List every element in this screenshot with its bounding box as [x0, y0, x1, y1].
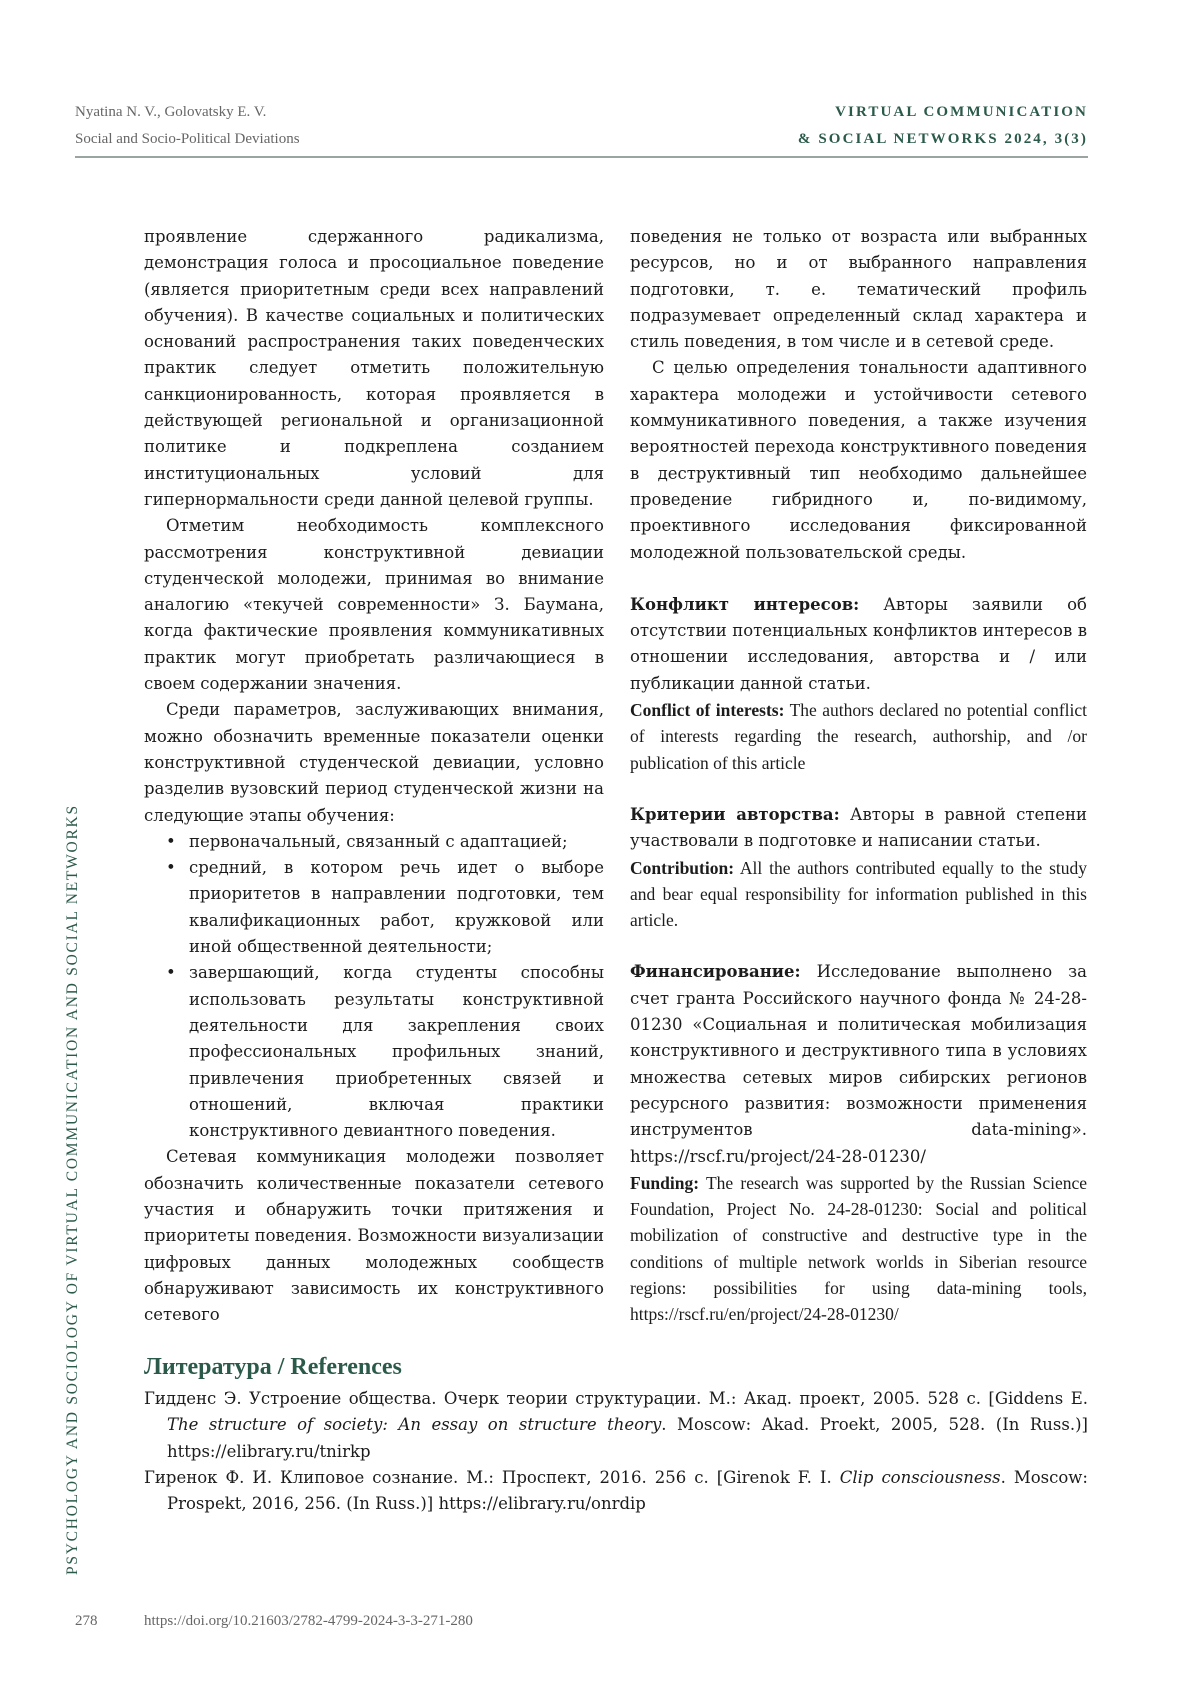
reference-item [144, 1465, 1088, 1518]
right-column [630, 224, 1087, 1328]
doi-link[interactable]: https://doi.org/10.21603/2782-4799-2024-3-3-271-280 [144, 1613, 473, 1629]
reference-title-italic: The structure of society: An essay on structure theory [167, 1415, 662, 1435]
body-paragraph: Отметим необходимость комплексного рассмотрения конструктивной девиации студенческой молодежи, принимая во внимание аналогию «текучей современности» З. Баумана, когда фактические проявления коммуникативных практик могут приобретать различающиеся в своем содержании значения. [144, 516, 604, 694]
bullet-icon: • [166, 963, 176, 983]
list-item [166, 855, 604, 960]
conflict-label-ru: Конфликт интересов: [630, 594, 860, 614]
header-article-title: Social and Socio-Political Deviations [75, 131, 300, 147]
spacer [630, 776, 1087, 802]
contribution-statement-ru [630, 802, 1087, 855]
funding-text-en: The research was supported by the Russian Science Foundation, Project No. 24-28-01230: Social and political mobilization of constructive and destructive type in the conditions of multiple network worlds in Siberian resource regions: possibilities for using data-mining tools, https://rscf.ru/en/project/24-28-01230/ [630, 1172, 1087, 1325]
running-header-left [75, 99, 300, 153]
conflict-text-en: The authors declared no potential conflict of interests regarding the research, authorship, and /or publication of this article [630, 700, 1087, 773]
page-number: 278 [75, 1613, 98, 1629]
side-journal-title: PSYCHOLOGY AND SOCIOLOGY OF VIRTUAL COMMUNICATION AND SOCIAL NETWORKS [64, 804, 81, 1575]
journal-name-line1: VIRTUAL COMMUNICATION [835, 104, 1088, 120]
funding-statement-ru [630, 959, 1087, 1169]
contribution-text-en: All the authors contributed equally to the study and bear equal responsibility for information published in this article. [630, 857, 1087, 931]
body-paragraph: С целью определения тональности адаптивного характера молодежи и устойчивости сетевого коммуникативного поведения, а также изучения вероятностей перехода конструктивного поведения в деструктивный тип необходимо дальнейшее проведение гибридного и, по-видимому, проективного исследования фиксированной молодежной пользовательской среды. [630, 358, 1087, 562]
funding-label-en: Funding: [630, 1172, 700, 1193]
stages-list [144, 829, 604, 1145]
funding-statement-en [630, 1170, 1087, 1328]
list-item-text: средний, в котором речь идет о выборе приоритетов в направлении подготовки, тем квалификационных работ, кружковой или иной общественной деятельности; [189, 858, 604, 957]
contribution-statement-en [630, 855, 1087, 934]
funding-text-ru: Исследование выполнено за счет гранта Российского научного фонда № 24-28-01230 «Социальная и политическая мобилизация конструктивного и деструктивного типа в условиях множества сетевых миров сибирских регионов ресурсного развития: возможности применения инструментов data-mining». https://rscf.ru/project/24-28-01230/ [630, 962, 1088, 1166]
conflict-statement-ru [630, 592, 1087, 697]
list-item-text: завершающий, когда студенты способны использовать результаты конструктивной деятельности для закрепления своих профессиональных профильных знаний, привлечения приобретенных связей и отношений, включая практики конструктивного девиантного поведения. [189, 963, 604, 1141]
header-divider [75, 156, 1088, 158]
body-paragraph: Среди параметров, заслуживающих внимания, можно обозначить временные показатели оценки конструктивной студенческой девиации, условно разделив вузовский период студенческой жизни на следующие этапы обучения: [144, 700, 604, 825]
spacer [630, 933, 1087, 959]
references-section [144, 1351, 1088, 1517]
reference-text: Гиренок Ф. И. Клиповое сознание. М.: Проспект, 2016. 256 с. [Girenok F. I. [144, 1467, 840, 1487]
spacer [630, 566, 1087, 592]
body-paragraph: проявление сдержанного радикализма, демонстрация голоса и просоциальное поведение (является приоритетным среди всех направлений обучения). В качестве социальных и политических оснований распространения таких поведенческих практик следует отметить положительную санкционированность, которая проявляется в действующей региональной и организационной политике и подкреплена созданием институциональных условий для гипернормальности среди данной целевой группы. [144, 227, 604, 509]
reference-text: Гидденс Э. Устроение общества. Очерк теории структурации. М.: Акад. проект, 2005. 528 с. [Giddens E. [144, 1389, 1088, 1408]
bullet-icon: • [166, 858, 176, 878]
conflict-statement-en [630, 697, 1087, 776]
left-column [144, 224, 604, 1328]
reference-text: . Moscow: Akad. Proekt, 2005, 528. (In Russ.)] https://elibrary.ru/tnirkp [167, 1415, 1088, 1461]
bullet-icon: • [166, 831, 176, 851]
reference-title-italic: Clip consciousness [839, 1467, 1001, 1487]
body-paragraph: Сетевая коммуникация молодежи позволяет обозначить количественные показатели сетевого участия и обнаружить точки притяжения и приоритеты поведения. Возможности визуализации цифровых данных молодежных сообществ обнаруживают зависимость их конструктивного сетевого [144, 1147, 604, 1325]
list-item-text: первоначальный, связанный с адаптацией; [189, 831, 568, 851]
list-item [166, 960, 604, 1144]
body-paragraph: поведения не только от возраста или выбранных ресурсов, но и от выбранного направления подготовки, т. е. тематический профиль подразумевает определенный склад характера и стиль поведения, в том числе и в сетевой среде. [630, 227, 1087, 352]
page-footer [75, 1613, 473, 1630]
running-header-journal [798, 99, 1088, 153]
funding-label-ru: Финансирование: [630, 962, 801, 982]
contribution-label-ru: Критерии авторства: [630, 804, 840, 824]
journal-name-line2: & SOCIAL NETWORKS 2024, 3(3) [797, 131, 1088, 147]
conflict-label-en: Conflict of interests: [630, 700, 785, 721]
reference-item [144, 1386, 1088, 1465]
contribution-label-en: Contribution: [630, 857, 735, 878]
header-authors: Nyatina N. V., Golovatsky E. V. [75, 104, 267, 120]
conflict-text-ru: Авторы заявили об отсутствии потенциальных конфликтов интересов в отношении исследования, авторства и / или публикации данной статьи. [630, 594, 1087, 693]
references-heading: Литература / References [144, 1354, 402, 1380]
reference-text: . Moscow: Prospekt, 2016, 256. (In Russ.)] https://elibrary.ru/onrdip [167, 1467, 1088, 1514]
contribution-text-ru: Авторы в равной степени участвовали в подготовке и написании статьи. [630, 804, 1088, 851]
list-item [166, 829, 604, 855]
